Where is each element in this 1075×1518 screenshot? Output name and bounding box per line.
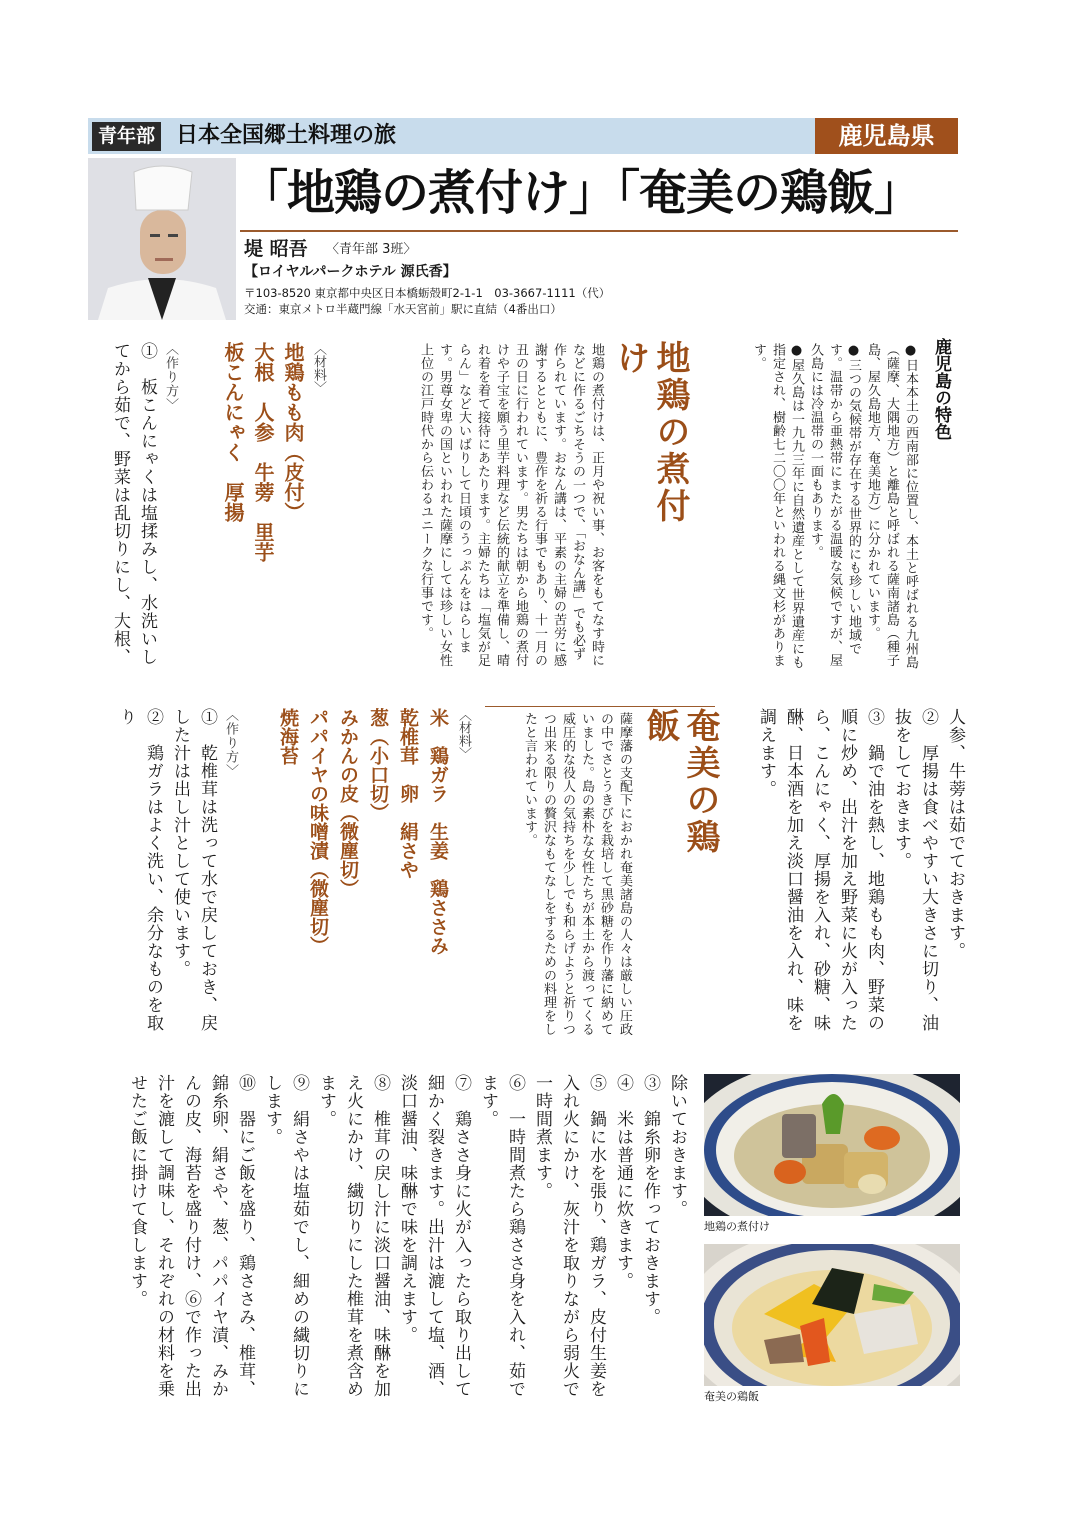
- features-item: ●三つの気候帯が存在する世界的にも珍しい地域です。温帯から亜熱帯にまたがる温暖な気候ですが、屋久島には冷温帯の一面もあります。: [808, 343, 861, 667]
- keihan-heading: 奄美の鶏飯: [640, 708, 720, 856]
- material-item: 地鶏もも肉（皮付）: [281, 342, 305, 522]
- method-step: ② 厚揚は食べやすい大きさに切り、油抜をしておきます。: [891, 708, 938, 1032]
- hotel-access: 交通：東京メトロ半蔵門線「水天宮前」駅に直結（4番出口）: [244, 302, 562, 316]
- method-step: ⑨ 絹さやは塩茹でし、細めの繊切りにします。: [262, 1074, 309, 1398]
- method-step: ② 鶏ガラはよく洗い、余分なものを取り: [116, 708, 163, 1032]
- nitsuke-method: [100, 342, 180, 672]
- material-item: 葱（小口切）: [367, 708, 389, 822]
- keihan-method-continued: [100, 1074, 690, 1414]
- method-step: ④ 米は普通に炊きます。: [613, 1074, 633, 1290]
- method-step: ⑧ 椎茸の戻し汁に淡口醤油、味醂を加え火にかけ、繊切りにした椎茸を煮含めます。: [316, 1074, 390, 1398]
- method-step: ③ 錦糸卵を作っておきます。: [640, 1074, 660, 1326]
- title-divider: [240, 230, 958, 232]
- material-item: みかんの皮（微塵切）: [337, 708, 359, 898]
- nitsuke-materials: [198, 342, 328, 642]
- chef-portrait: [88, 158, 236, 320]
- method-step: 人参、牛蒡は茹でておきます。: [945, 708, 965, 960]
- page-title: 「地鶏の煮付け」「奄美の鶏飯」: [240, 165, 922, 221]
- method-step: ① 乾椎茸は洗って水で戻しておき、戻した汁は出し汁として使います。: [170, 708, 217, 1032]
- features-heading: 鹿児島の特色: [931, 338, 951, 440]
- keihan-body: 薩摩藩の支配下におかれ奄美諸島の人々は厳しい圧政の中でさとうきびを栽培して黒砂糖を作り藩に納めていました。島の素朴な女性たちが本土から渡ってくる威圧的な役人の気持ちを少しでも和らげようと祈りつつ出来る限りの贅沢なもてなしをするための料理をしたと言われています。: [522, 712, 632, 1036]
- material-item: パパイヤの味噌漬（微塵切）: [307, 708, 329, 955]
- method-step: 除いておきます。: [667, 1074, 687, 1218]
- prefecture-badge: 鹿児島県: [815, 118, 958, 154]
- material-item: 乾椎茸 卵 絹さや: [397, 708, 419, 879]
- method-step: ⑦ 鶏ささ身に火が入ったら取り出して細かく裂きます。出汁は漉して塩、酒、淡口醤油、味醂で味を調えます。: [397, 1074, 471, 1398]
- hotel-name: 【ロイヤルパークホテル 源氏香】: [244, 264, 457, 280]
- nitsuke-method-continued: [736, 708, 968, 1048]
- nitsuke-body: 地鶏の煮付けは、正月や祝い事、お客をもてなす時になどに作るごちそうの一つで、「おなん講」でも必ず作られています。おなん講は、平素の主婦の苦労に感謝するとともに、豊作を祈る行事でもあり、十一月の丑の日に行われています。男たちは朝から地鶏の煮付けや子宝を願う里芋料理など伝統的献立を準備し、晴れ着を着て接待にあたります。主婦たちは「塩気が足らん」など大いばりして日頃のうっぷんをはらします。男尊女卑の国といわれた薩摩にしては珍しい女性上位の江戸時代から伝わるユニークな行事です。: [418, 343, 604, 667]
- materials-label: 〈材料〉: [311, 342, 326, 394]
- nitsuke-photo-caption: 地鶏の煮付け: [704, 1220, 770, 1233]
- material-item: 板こんにゃく 厚揚: [221, 342, 245, 522]
- author-name: 堤 昭吾: [244, 238, 308, 260]
- hotel-address: 〒103-8520 東京都中央区日本橋蛎殻町2-1-1 03-3667-1111（代）: [244, 286, 611, 300]
- keihan-photo: [704, 1244, 960, 1386]
- features-item: ●日本本土の西南部に位置し、本土と呼ばれる九州島（薩摩、大隅地方）と離島と呼ばれる薩南諸島（種子島、屋久島地方、奄美地方）に分かれています。: [865, 343, 918, 669]
- features-item: ●屋久島は一九九三年に自然遺産として世界遺産にも指定され、樹齢七二〇〇年といわれる縄文杉があります。: [751, 343, 804, 669]
- series-title: 日本全国郷土料理の旅: [176, 123, 397, 148]
- material-item: 米 鶏ガラ 生姜 鶏ささみ: [427, 708, 449, 955]
- keihan-materials: [248, 708, 473, 1008]
- keihan-photo-caption: 奄美の鶏飯: [704, 1390, 759, 1403]
- nitsuke-photo: [704, 1074, 960, 1216]
- method-step: ⑩ 器にご飯を盛り、鶏ささみ、椎茸、錦糸卵、絹さや、葱、パパイヤ漬、みかんの皮、海苔を盛り付け、⑥で作った出汁を漉して調味し、それぞれの材料を乗せたご飯に掛けて食します。: [127, 1074, 255, 1398]
- method-step: ⑥ 一時間煮たら鶏ささ身を入れ、茹でます。: [478, 1074, 525, 1398]
- material-item: 大根 人参 牛蒡 里芋: [251, 342, 275, 562]
- features-list: [686, 343, 920, 673]
- method-label: 〈作り方〉: [223, 708, 238, 778]
- method-step: ⑤ 鍋に水を張り、鶏ガラ、皮付生姜を入れ火にかけ、灰汁を取りながら弱火で一時間煮ます。: [532, 1074, 606, 1398]
- materials-label: 〈材料〉: [456, 708, 471, 760]
- author-affiliation: 〈青年部 3班〉: [326, 242, 417, 257]
- method-step: ③ 鍋で油を熱し、地鶏もも肉、野菜の順に炒め、出汁を加え野菜に火が入ったら、こんにゃく、厚揚を入れ、砂糖、味醂、日本酒を加え淡口醤油を入れ、味を調えます。: [756, 708, 884, 1032]
- material-item: 焼海苔: [277, 708, 299, 765]
- nitsuke-heading: 地鶏の煮付け: [610, 340, 690, 525]
- section-divider: [485, 706, 715, 707]
- method-label: 〈作り方〉: [163, 342, 178, 412]
- method-step: ① 板こんにゃくは塩揉みし、水洗いしてから茹で、野菜は乱切りにし、大根、: [110, 342, 157, 666]
- section-tag: 青年部: [92, 122, 161, 151]
- keihan-method: [110, 708, 240, 1048]
